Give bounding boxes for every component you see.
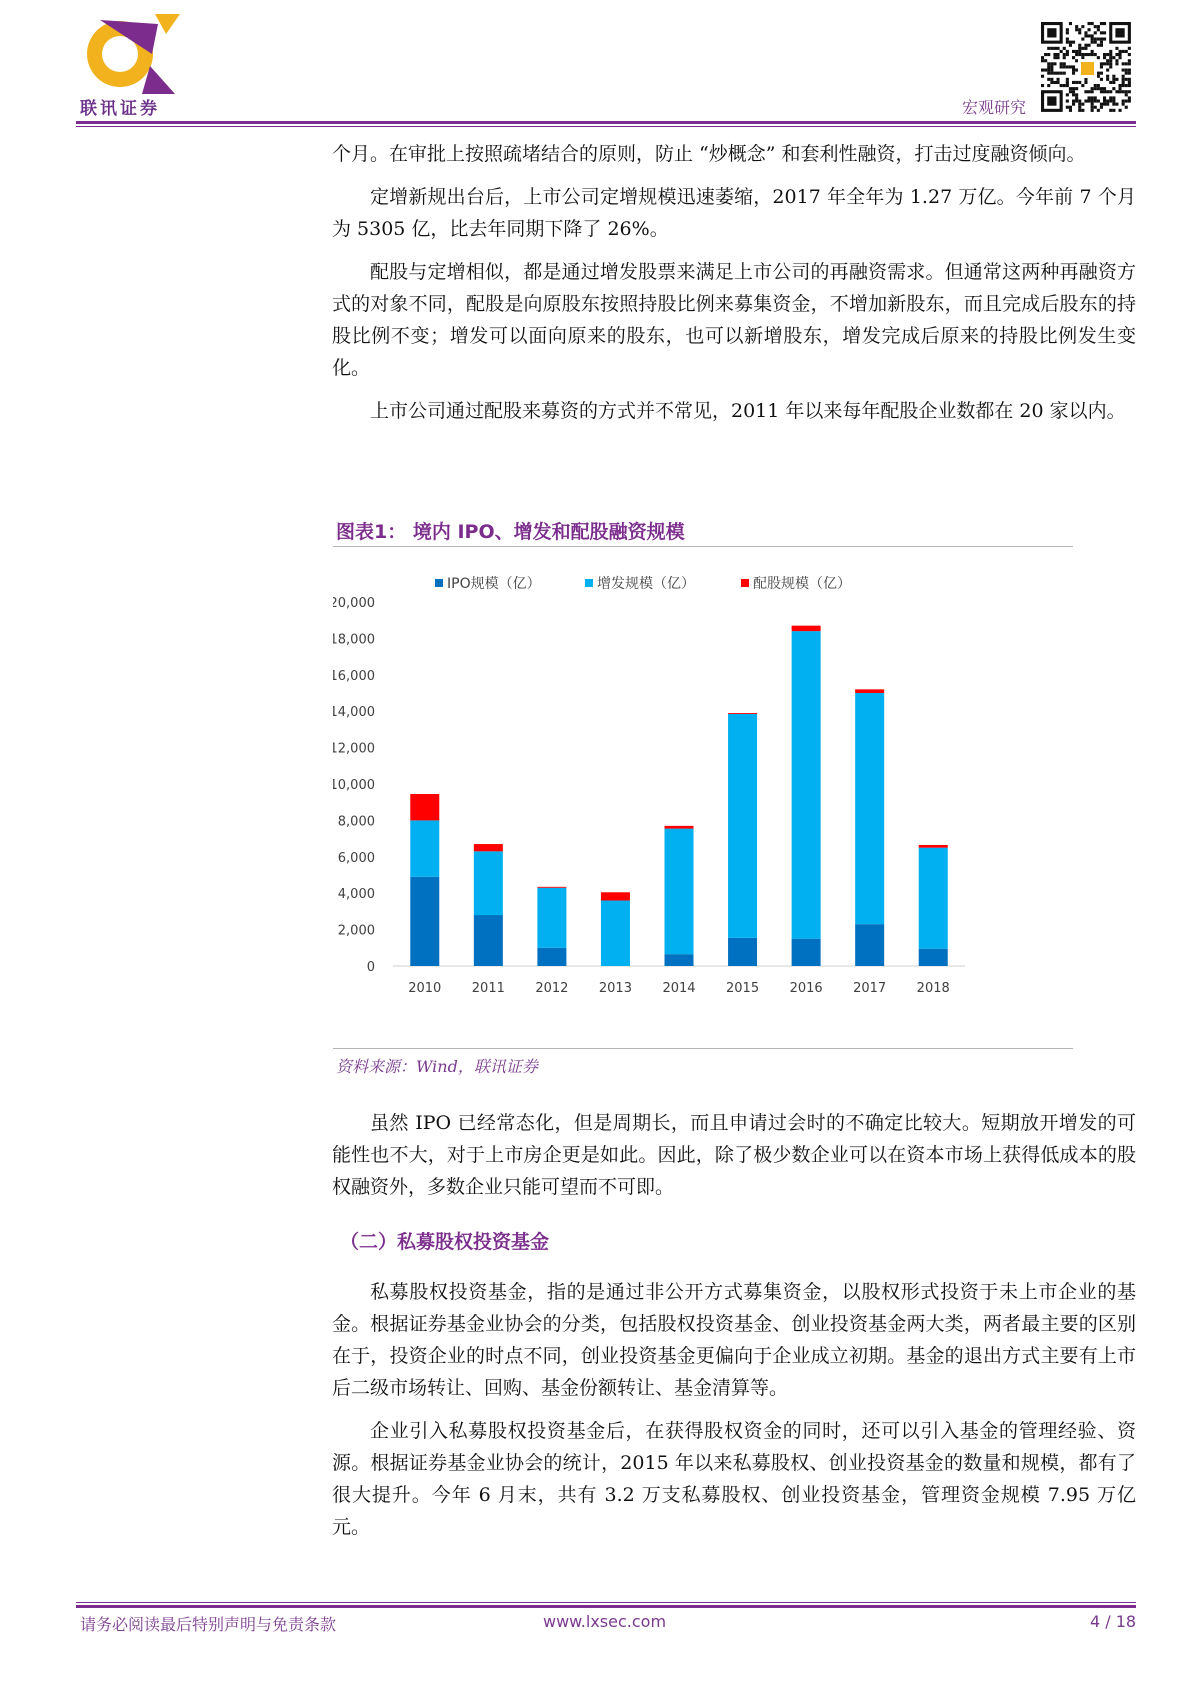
paragraph: 上市公司通过配股来募资的方式并不常见，2011 年以来每年配股企业数都在 20 家以内。 xyxy=(370,400,1126,422)
bar-2012-series1 xyxy=(537,888,566,948)
bar-2014-series1 xyxy=(665,829,694,955)
bar-2015-series2 xyxy=(728,713,757,714)
x-tick-label: 2011 xyxy=(471,981,505,996)
bar-2016-series0 xyxy=(792,939,821,966)
bar-2013-series1 xyxy=(601,900,630,966)
paragraph: 企业引入私募股权投资基金后，在获得股权资金的同时，还可以引入基金的管理经验、资源。根据证券基金业协会的统计，2015 年以来私募股权、创业投资基金的数量和规模，都有了很大提升。今年 6 月末，共有 3.2 万支私募股权、创业投资基金，管理资金规模 7.95 万亿元。 xyxy=(332,1420,1136,1538)
legend-swatch xyxy=(585,579,593,587)
financing-chart xyxy=(333,556,1073,1050)
paragraph: 配股与定增相似，都是通过增发股票来满足上市公司的再融资需求。但通常这两种再融资方式的对象不同，配股是向原股东按照持股比例来募集资金，不增加新股东，而且完成后股东的持股比例不变；增发可以面向原来的股东，也可以新增股东，增发完成后原来的持股比例发生变化。 xyxy=(332,261,1136,379)
footer-rule-thin xyxy=(76,1602,1136,1603)
bar-2015-series1 xyxy=(728,714,757,938)
paragraph: 定增新规出台后，上市公司定增规模迅速萎缩，2017 年全年为 1.27 万亿。今年前 7 个月为 5305 亿，比去年同期下降了 26%。 xyxy=(332,186,1136,240)
legend-label: 配股规模（亿） xyxy=(753,576,851,592)
bar-2018-series2 xyxy=(919,845,948,848)
bar-2014-series0 xyxy=(665,954,694,966)
bar-2011-series2 xyxy=(474,844,503,851)
x-tick-label: 2012 xyxy=(535,981,569,996)
y-tick-label: 0 xyxy=(366,960,375,975)
page-number: 4 / 18 xyxy=(1090,1612,1137,1631)
bar-2017-series2 xyxy=(855,689,884,693)
qr-code xyxy=(1041,22,1134,115)
x-tick-label: 2014 xyxy=(662,981,696,996)
legend-label: 增发规模（亿） xyxy=(597,576,695,592)
figure-rule xyxy=(333,546,1073,547)
bar-2011-series1 xyxy=(474,851,503,915)
website-link[interactable]: www.lxsec.com xyxy=(543,1612,667,1631)
bar-2012-series2 xyxy=(537,887,566,888)
bar-2017-series1 xyxy=(855,693,884,924)
bar-2015-series0 xyxy=(728,938,757,966)
y-tick-label: 14,000 xyxy=(333,705,375,721)
bar-2017-series0 xyxy=(855,924,884,966)
logo-text: 联讯证券 xyxy=(80,99,160,119)
x-tick-label: 2018 xyxy=(916,981,950,996)
y-tick-label: 10,000 xyxy=(333,778,375,793)
y-tick-label: 16,000 xyxy=(333,668,375,684)
figure-source: 资料来源：Wind，联讯证券 xyxy=(336,1057,538,1076)
department-label: 宏观研究 xyxy=(962,98,1027,117)
y-tick-label: 18,000 xyxy=(333,632,375,648)
y-tick-label: 8,000 xyxy=(337,814,375,830)
legend-swatch xyxy=(741,579,749,587)
bar-2010-series0 xyxy=(410,877,439,966)
bar-2016-series2 xyxy=(792,626,821,631)
footer-rule xyxy=(76,1605,1136,1608)
header-rule-thin xyxy=(76,126,1136,127)
x-tick-label: 2013 xyxy=(598,981,632,996)
bar-2010-series2 xyxy=(410,794,439,820)
y-tick-label: 6,000 xyxy=(337,850,375,866)
paragraph: 个月。在审批上按照疏堵结合的原则，防止 “炒概念” 和套利性融资，打击过度融资倾向。 xyxy=(332,143,1086,165)
disclaimer-link[interactable]: 请务必阅读最后特别声明与免责条款 xyxy=(80,1615,337,1634)
paragraph: 私募股权投资基金，指的是通过非公开方式募集资金，以股权形式投资于未上市企业的基金。根据证券基金业协会的分类，包括股权投资基金、创业投资基金两大类，两者最主要的区别在于，投资企业的时点不同，创业投资基金更偏向于企业成立初期。基金的退出方式主要有上市后二级市场转让、回购、基金份额转让、基金清算等。 xyxy=(332,1281,1136,1399)
x-tick-label: 2017 xyxy=(853,981,887,996)
x-tick-label: 2010 xyxy=(408,981,442,996)
bar-2014-series2 xyxy=(665,826,694,829)
section-heading: （二）私募股权投资基金 xyxy=(340,1231,550,1253)
legend-swatch xyxy=(435,579,443,587)
figure-title: 图表1： 境内 IPO、增发和配股融资规模 xyxy=(336,521,685,543)
bar-2013-series2 xyxy=(601,892,630,900)
figure-rule-bottom xyxy=(333,1048,1073,1049)
bar-2018-series0 xyxy=(919,949,948,966)
header-rule xyxy=(76,121,1136,124)
bar-2016-series1 xyxy=(792,631,821,939)
y-tick-label: 12,000 xyxy=(333,741,375,757)
bar-2010-series1 xyxy=(410,820,439,876)
y-tick-label: 2,000 xyxy=(337,923,375,939)
bar-2018-series1 xyxy=(919,848,948,949)
x-tick-label: 2015 xyxy=(726,981,760,996)
bar-2011-series0 xyxy=(474,915,503,966)
legend-label: IPO规模（亿） xyxy=(447,576,541,592)
x-tick-label: 2016 xyxy=(789,981,823,996)
y-tick-label: 4,000 xyxy=(337,887,375,903)
bar-2012-series0 xyxy=(537,948,566,966)
paragraph: 虽然 IPO 已经常态化，但是周期长，而且申请过会时的不确定比较大。短期放开增发的可能性也不大，对于上市房企更是如此。因此，除了极少数企业可以在资本市场上获得低成本的股权融资外，多数企业只能可望而不可即。 xyxy=(332,1112,1136,1198)
body-bottom xyxy=(332,1107,1136,1554)
y-tick-label: 20,000 xyxy=(333,596,375,611)
body-top xyxy=(332,138,1136,438)
